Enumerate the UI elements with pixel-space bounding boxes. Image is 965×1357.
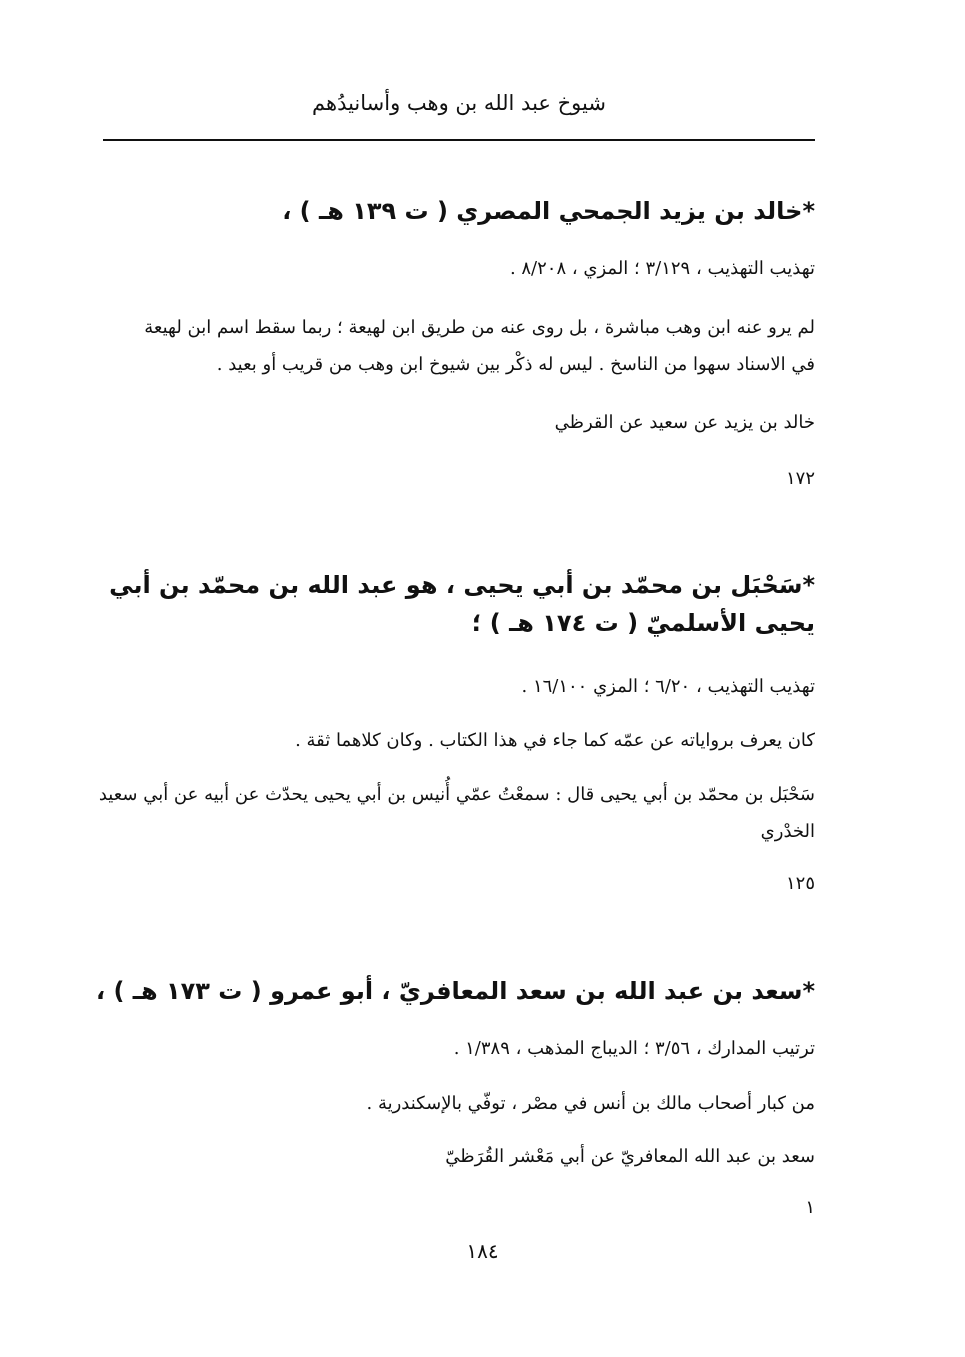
entry-number: ١٢٥ xyxy=(785,873,815,894)
entry-isnad: سعد بن عبد الله المعافريّ عن أبي مَعْشر القُرَظيّ xyxy=(445,1146,815,1167)
page-number: ١٨٤ xyxy=(466,1239,499,1263)
entry-number: ١ xyxy=(805,1197,815,1218)
entry-title: *سَحْبَل بن محمّد بن أبي يحيى ، هو عبد الله بن محمّد بن أبي يحيى الأسلميّ ( ت ١٧٤ هـ ) ؛ xyxy=(109,571,815,637)
entry-note: كان يعرف برواياته عن عمّه كما جاء في هذا الكتاب . وكان كلاهما ثقة . xyxy=(295,730,815,751)
entry-references: تهذيب التهذيب ، ٦/٢٠ ؛ المزي ١٦/١٠٠ . xyxy=(521,676,815,697)
running-header: شيوخ عبد الله بن وهب وأسانيدُهم xyxy=(312,91,606,115)
entry-isnad: سَحْبَل بن محمّد بن أبي يحيى قال : سمعْتُ عمّي أُنيس بن أبي يحيى يحدّث عن أبيه عن أبي سعيد الخدْري xyxy=(98,784,815,842)
entry-isnad: خالد بن يزيد عن سعيد عن القرظي xyxy=(554,412,815,433)
entry-number: ١٧٢ xyxy=(785,468,815,489)
entry-note: لم يرو عنه ابن وهب مباشرة ، بل روى عنه من طريق ابن لهيعة ؛ ربما سقط اسم ابن لهيعة في الاسناد سهوا من الناسخ . ليس له ذكْر بين شيوخ ابن وهب من قريب أو بعيد . xyxy=(144,317,815,375)
entry-title: *خالد بن يزيد الجمحي المصري ( ت ١٣٩ هـ ) ، xyxy=(282,197,815,225)
entry-note: من كبار أصحاب مالك بن أنس في مصْر ، توفّي بالإسكندرية . xyxy=(366,1093,815,1114)
entry-title: *سعد بن عبد الله بن سعد المعافريّ ، أبو عمرو ( ت ١٧٣ هـ ) ، xyxy=(95,977,815,1005)
header-rule xyxy=(103,139,815,141)
entry-references: تهذيب التهذيب ، ٣/١٢٩ ؛ المزي ، ٨/٢٠٨ . xyxy=(509,258,815,279)
entry-references: ترتيب المدارك ، ٣/٥٦ ؛ الديباج المذهب ، ١/٣٨٩ . xyxy=(453,1038,815,1059)
